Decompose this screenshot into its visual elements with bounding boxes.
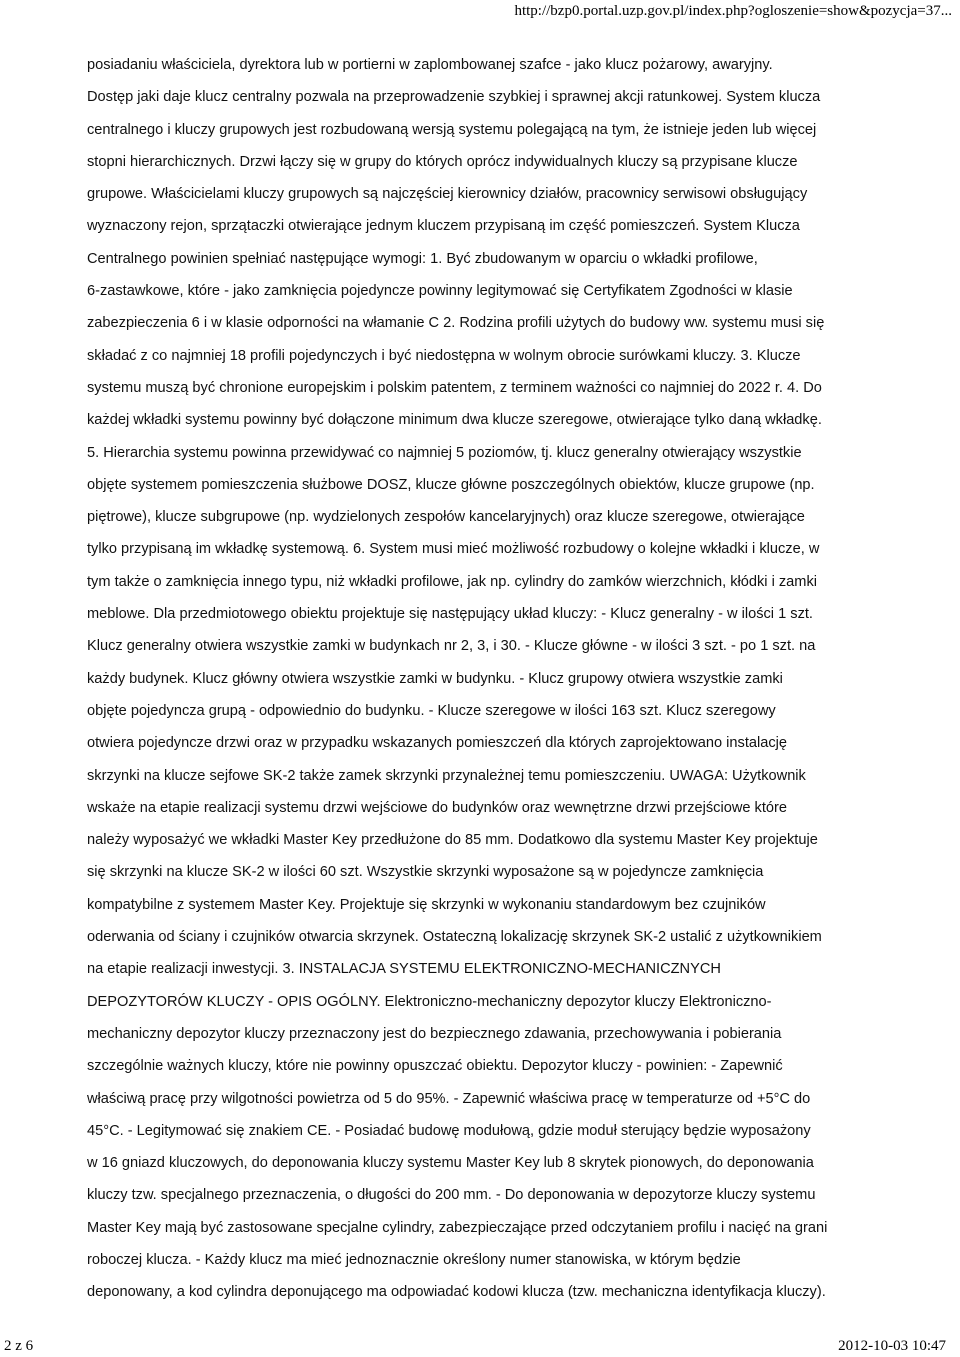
text-line: wyznaczony rejon, sprzątaczki otwierające jednym kluczem przypisaną im część pomieszczeń. System Klucza [87, 218, 800, 235]
text-line: należy wyposażyć we wkładki Master Key przedłużone do 85 mm. Dodatkowo dla systemu Master Key projektuje [87, 832, 818, 849]
text-line: objęte pojedyncza grupą - odpowiednio do budynku. - Klucze szeregowe w ilości 163 szt. Klucz szeregowy [87, 702, 776, 719]
text-line: kompatybilne z systemem Master Key. Projektuje się skrzynki w wykonaniu standardowym bez czujników [87, 896, 766, 913]
text-line: Centralnego powinien spełniać następujące wymogi: 1. Być zbudowanym w oparciu o wkładki profilowe, [87, 250, 758, 267]
text-line: się skrzynki na klucze SK-2 w ilości 60 szt. Wszystkie skrzynki wyposażone są w pojedyncze zamknięcia [87, 864, 764, 881]
text-line: właściwą pracę przy wilgotności powietrza od 5 do 95%. - Zapewnić właściwa pracę w temperaturze od +5°C do [87, 1090, 811, 1107]
document-body [87, 49, 897, 1309]
text-line: meblowe. Dla przedmiotowego obiektu projektuje się następujący układ kluczy: - Klucz generalny - w ilości 1 szt. [87, 606, 813, 623]
text-line: DEPOZYTORÓW KLUCZY - OPIS OGÓLNY. Elektroniczno-mechaniczny depozytor kluczy Elektroniczno- [87, 993, 772, 1010]
text-line: 6-zastawkowe, które - jako zamknięcia pojedyncze powinny legitymować się Certyfikatem Zgodności w klasie [87, 283, 793, 300]
page-indicator: 2 z 6 [4, 1338, 34, 1354]
text-line: piętrowe), klucze subgrupowe (np. wydzielonych zespołów kancelaryjnych) oraz klucze szeregowe, otwierające [87, 509, 805, 526]
text-line: roboczej klucza. - Każdy klucz ma mieć jednoznacznie określony numer stanowiska, w którym będzie [87, 1251, 741, 1268]
text-line: systemu muszą być chronione europejskim i polskim patentem, z terminem ważności co najmniej do 2022 r. 4. Do [87, 379, 822, 396]
text-line: tym także o zamknięcia innego typu, niż wkładki profilowe, jak np. cylindry do zamków wierzchnich, kłódki i zamki [87, 573, 817, 590]
text-line: objęte systemem pomieszczenia służbowe DOSZ, klucze główne poszczególnych obiektów, klucze grupowe (np. [87, 476, 815, 493]
text-line: centralnego i kluczy grupowych jest rozbudowaną wersją systemu polegającą na tym, że istnieje jeden lub więcej [87, 121, 817, 138]
text-line: wskaże na etapie realizacji systemu drzwi wejściowe do budynków oraz wewnętrzne drzwi przejściowe które [87, 799, 787, 816]
text-line: Klucz generalny otwiera wszystkie zamki w budynkach nr 2, 3, i 30. - Klucze główne - w ilości 3 szt. - po 1 szt. na [87, 638, 816, 655]
text-line: 45°C. - Legitymować się znakiem CE. - Posiadać budowę modułową, gdzie moduł sterujący będzie wyposażony [87, 1122, 811, 1139]
text-line: w 16 gniazd kluczowych, do deponowania kluczy systemu Master Key lub 8 skrytek pionowych, do deponowania [87, 1155, 814, 1172]
page-url-header: http://bzp0.portal.uzp.gov.pl/index.php?ogloszenie=show&pozycja=37... [514, 3, 952, 19]
text-line: otwiera pojedyncze drzwi oraz w przypadku wskazanych pomieszczeń dla których zaprojektowano instalację [87, 735, 788, 752]
text-line: szczególnie ważnych kluczy, które nie powinny opuszczać obiektu. Depozytor kluczy - powinien: - Zapewnić [87, 1058, 783, 1075]
text-line: Master Key mają być zastosowane specjalne cylindry, zabezpieczające przed odczytaniem profilu i nacięć na grani [87, 1219, 828, 1236]
text-line: mechaniczny depozytor kluczy przeznaczony jest do bezpiecznego zdawania, przechowywania i pobierania [87, 1025, 782, 1042]
text-line: oderwania od ściany i czujników otwarcia skrzynek. Ostateczną lokalizację skrzynek SK-2 ustalić z użytkownikiem [87, 929, 822, 946]
text-line: składać z co najmniej 18 profili pojedynczych i być niedostępna w wolnym obrocie surówkami kluczy. 3. Klucze [87, 347, 801, 364]
print-timestamp: 2012-10-03 10:47 [838, 1338, 946, 1354]
text-line: skrzynki na klucze sejfowe SK-2 także zamek skrzynki przynależnej temu pomieszczeniu. UWAGA: Użytkownik [87, 767, 806, 784]
text-line: tylko przypisaną im wkładkę systemową. 6. System musi mieć możliwość rozbudowy o kolejne wkładki i klucze, w [87, 541, 820, 558]
text-line: Dostęp jaki daje klucz centralny pozwala na przeprowadzenie szybkiej i sprawnej akcji ratunkowej. System klucza [87, 89, 821, 106]
text-line: deponowany, a kod cylindra deponującego ma odpowiadać kodowi klucza (tzw. mechaniczna identyfikacja kluczy). [87, 1284, 826, 1301]
text-line: posiadaniu właściciela, dyrektora lub w portierni w zaplombowanej szafce - jako klucz pożarowy, awaryjny. [87, 57, 773, 73]
text-line: 5. Hierarchia systemu powinna przewidywać co najmniej 5 poziomów, tj. klucz generalny otwierający wszystkie [87, 444, 802, 461]
text-line: każdy budynek. Klucz główny otwiera wszystkie zamki w budynku. - Klucz grupowy otwiera wszystkie zamki [87, 670, 783, 687]
text-line: każdej wkładki systemu powinny być dołączone minimum dwa klucze szeregowe, otwierające tylko daną wkładkę. [87, 412, 822, 429]
text-line: grupowe. Właścicielami kluczy grupowych są najczęściej kierownicy działów, pracownicy serwisowi obsługujący [87, 186, 808, 203]
text-line: na etapie realizacji inwestycji. 3. INSTALACJA SYSTEMU ELEKTRONICZNO-MECHANICZNYCH [87, 961, 721, 978]
text-line: zabezpieczenia 6 i w klasie odporności na włamanie C 2. Rodzina profili użytych do budowy ww. systemu musi się [87, 315, 825, 332]
text-line: stopni hierarchicznych. Drzwi łączy się w grupy do których oprócz indywidualnych kluczy są przypisane klucze [87, 153, 798, 170]
text-line: kluczy tzw. specjalnego przeznaczenia, o długości do 200 mm. - Do deponowania w depozytorze kluczy systemu [87, 1187, 816, 1204]
